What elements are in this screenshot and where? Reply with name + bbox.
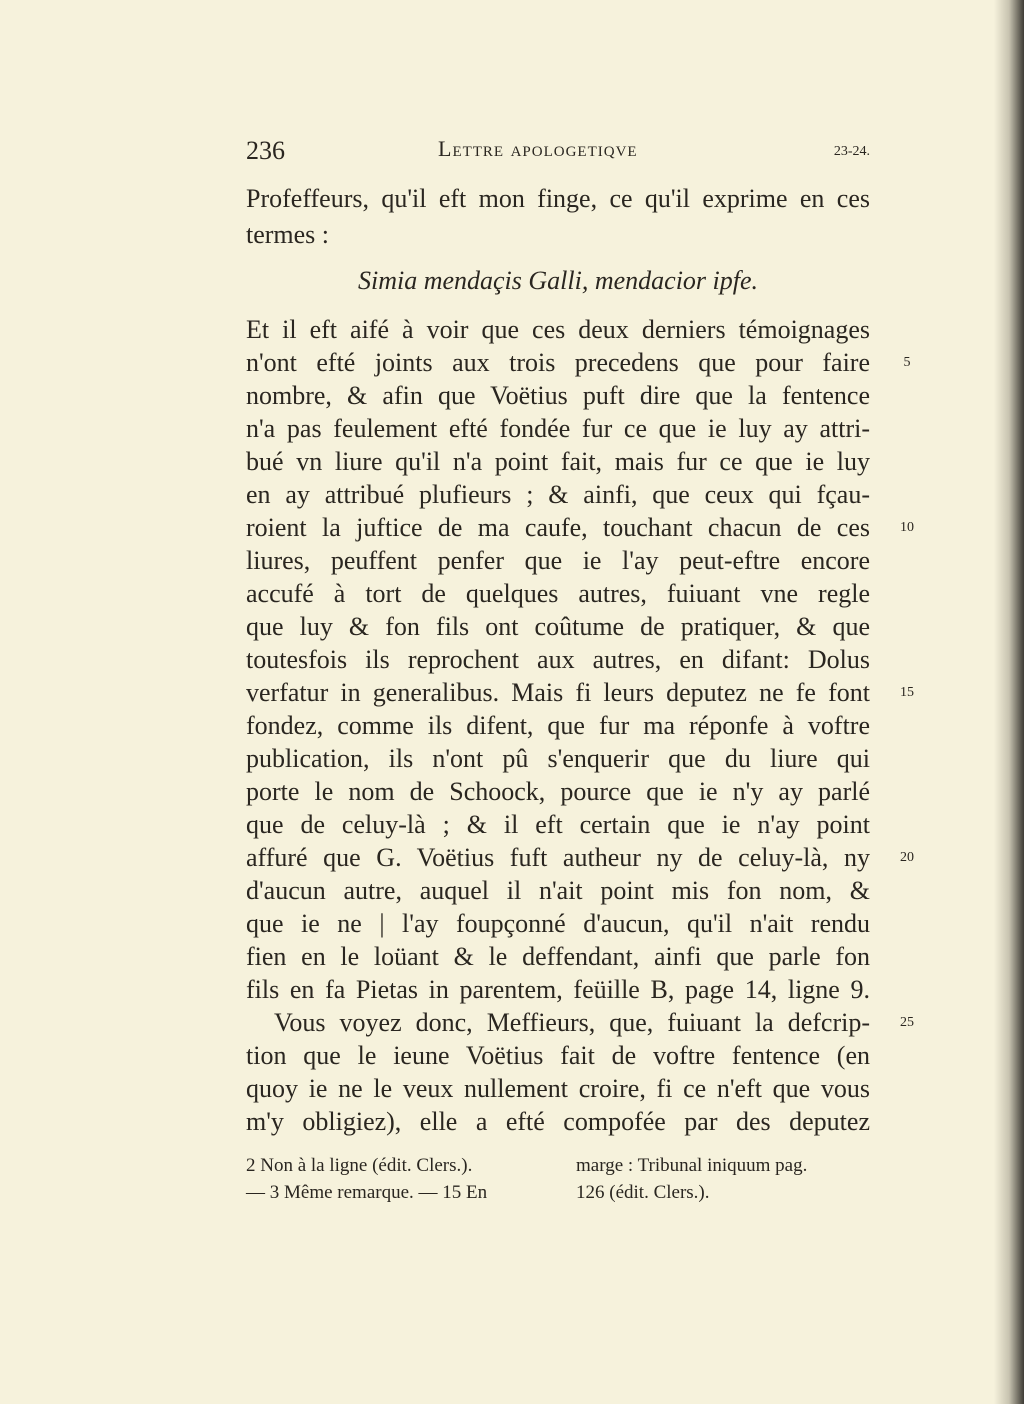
page-number: 236 <box>246 136 285 165</box>
footnote-line: 2 Non à la ligne (édit. Clers.). <box>246 1155 473 1176</box>
text-line: publication, ils n'ont pû s'enquerir que du liure qui <box>246 744 870 773</box>
section-reference: 23-24. <box>833 144 870 159</box>
running-title: Lettre apologetiqve <box>438 136 638 161</box>
text-line: roient la juftice de ma caufe, touchant chacun de ces <box>246 513 870 542</box>
text-line: Profeffeurs, qu'il eft mon finge, ce qu'il exprime en ces <box>246 184 870 213</box>
text-line: accufé à tort de quelques autres, fuiuant vne regle <box>246 579 870 608</box>
footnote-line: — 3 Même remarque. — 15 En <box>246 1182 488 1203</box>
text-line: quoy ie ne le veux nullement croire, fi ce n'eft que vous <box>246 1074 870 1103</box>
footnote-column <box>246 1152 546 1212</box>
text-line: d'aucun autre, auquel il n'ait point mis fon nom, & <box>246 876 870 905</box>
page-header <box>246 136 870 170</box>
text-line: m'y obligiez), elle a efté compofée par des deputez <box>246 1107 870 1136</box>
text-line: termes : <box>246 220 330 249</box>
text-line: nombre, & afin que Voëtius puft dire que la fentence <box>246 381 870 410</box>
text-line: Et il eft aifé à voir que ces deux derniers témoignages <box>246 315 870 344</box>
line-number: 10 <box>900 520 914 535</box>
text-line: fondez, comme ils difent, que fur ma réponfe à voftre <box>246 711 870 740</box>
text-line: verfatur in generalibus. Mais fi leurs deputez ne fe font <box>246 678 870 707</box>
text-line: tion que le ieune Voëtius fait de voftre fentence (en <box>246 1041 870 1070</box>
text-line: fils en fa Pietas in parentem, feüille B, page 14, ligne 9. <box>246 975 870 1004</box>
text-line: porte le nom de Schoock, pource que ie n'y ay parlé <box>246 777 870 806</box>
footnote-column <box>576 1152 870 1212</box>
text-line: en ay attribué plufieurs ; & ainfi, que ceux qui fçau- <box>246 480 870 509</box>
text-line: n'a pas feulement efté fondée fur ce que ie luy ay attri- <box>246 414 870 443</box>
text-line: n'ont efté joints aux trois precedens que pour faire <box>246 348 870 377</box>
footnote-line: marge : Tribunal iniquum pag. <box>576 1155 808 1176</box>
line-number: 20 <box>900 850 914 865</box>
text-line: bué vn liure qu'il n'a point fait, mais fur ce que ie luy <box>246 447 870 476</box>
text-line: que luy & fon fils ont coûtume de pratiquer, & que <box>246 612 870 641</box>
text-line: Vous voyez donc, Meffieurs, que, fuiuant la defcrip- <box>274 1008 870 1037</box>
line-number: 15 <box>900 685 914 700</box>
page-edge-shadow <box>994 0 1024 1404</box>
text-line: liures, peuffent penfer que ie l'ay peut-eftre encore <box>246 546 870 575</box>
text-line: affuré que G. Voëtius fuft autheur ny de celuy-là, ny <box>246 843 870 872</box>
line-number: 25 <box>900 1015 914 1030</box>
text-line: que de celuy-là ; & il eft certain que ie n'ay point <box>246 810 870 839</box>
text-line: toutesfois ils reprochent aux autres, en difant: Dolus <box>246 645 870 674</box>
text-line: que ie ne | l'ay foupçonné d'aucun, qu'il n'ait rendu <box>246 909 870 938</box>
line-number: 5 <box>903 355 911 370</box>
text-line: fien en le loüant & le deffendant, ainfi que parle fon <box>246 942 870 971</box>
verse-quotation: Simia mendaçis Galli, mendacior ipfe. <box>357 266 759 295</box>
footnote-line: 126 (édit. Clers.). <box>576 1182 710 1203</box>
